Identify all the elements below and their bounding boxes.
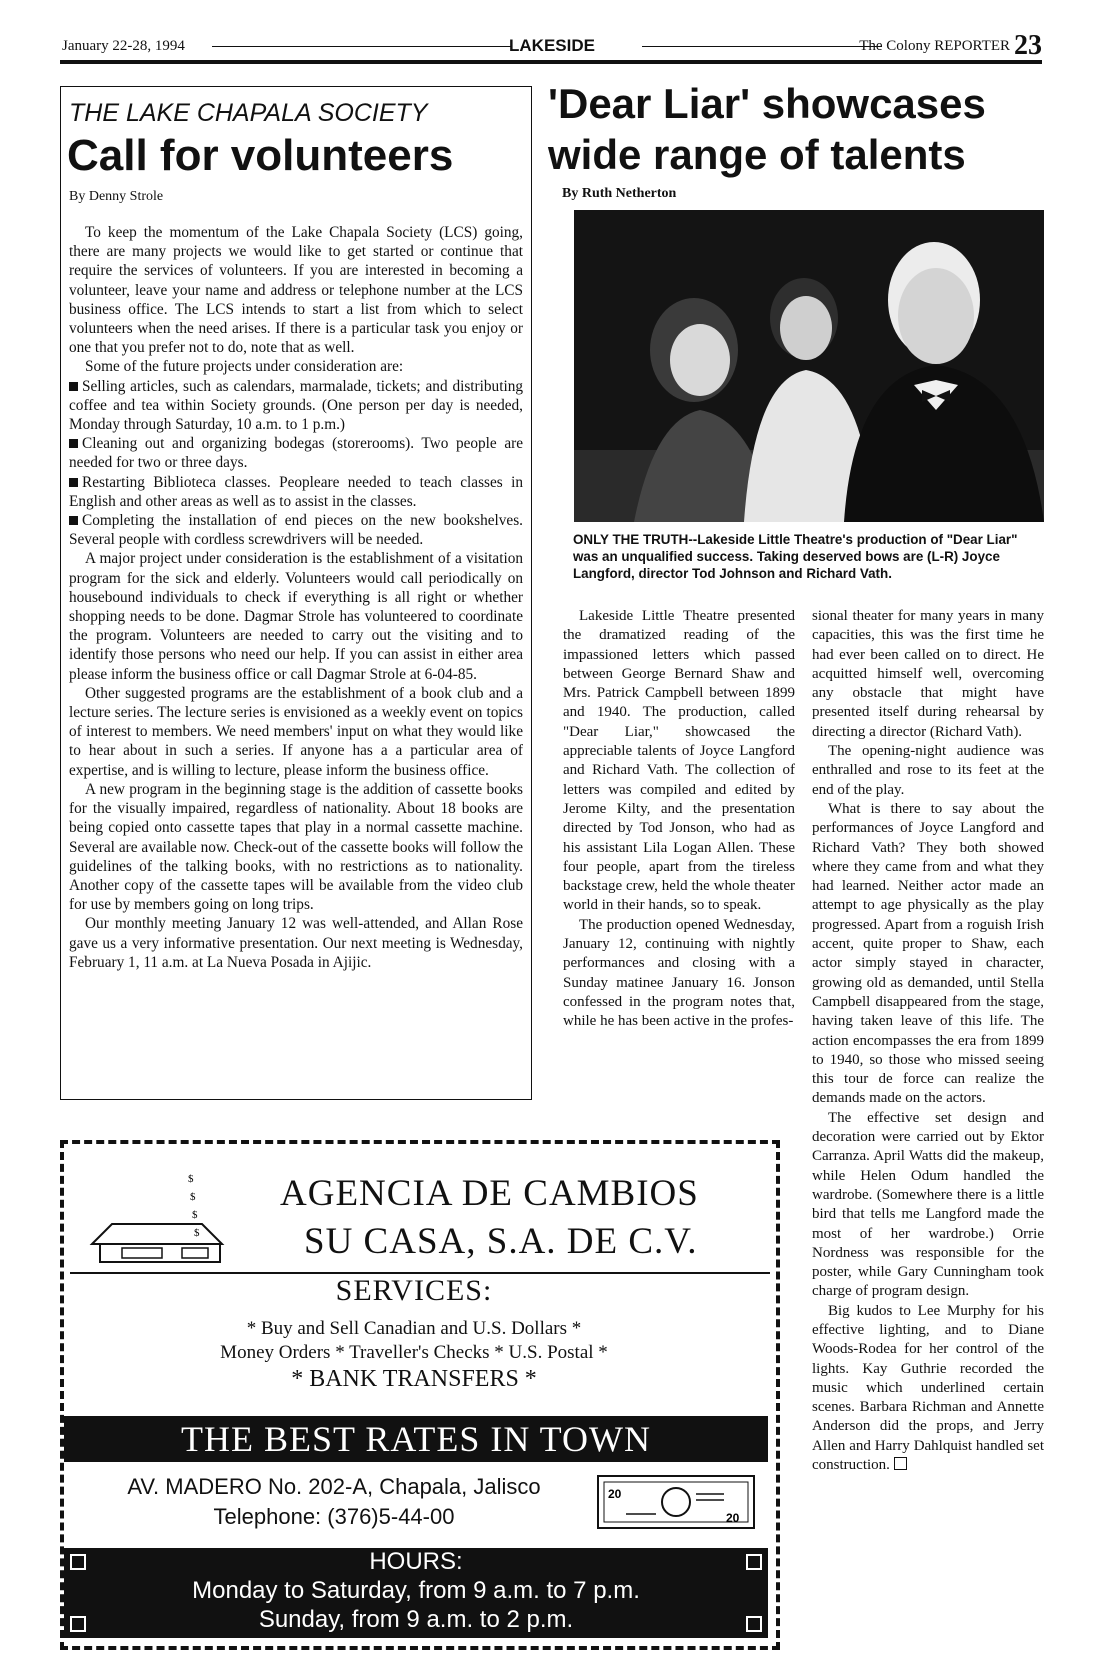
paragraph: To keep the momentum of the Lake Chapala Society (LCS) going, there are many projects we would like to get started or continue that require the services of volunteers. If you are interested in becoming a volunteer, leave your name and address or telephone number at the LCS business office. The LCS intends to start a list from which to select volunteers when the need arises. If there is a particular task you enjoy or one that you prefer not to do, note that as well. <box>69 224 523 357</box>
bullet-item: Completing the installation of end pieces on the new bookshelves. Several people with cordless screwdrivers will be needed. <box>69 512 523 549</box>
bullet-item: Selling articles, such as calendars, marmalade, tickets; and distributing coffee and tea within Society grounds. (One person per day is needed, Monday through Saturday, 10 a.m. to 1 p.m.) <box>69 377 523 434</box>
paragraph: Big kudos to Lee Murphy for his effective lighting, and to Diane Woods-Rodea for her control of the lights. Kay Guthrie recorded the music which underlined certain scenes. Barbara Richman and Annette Anderson did the props, and Jerry Allen and Harry Dahlquist handled set construction. <box>812 1302 1044 1474</box>
article-byline: By Denny Strole <box>69 189 164 204</box>
paragraph: Lakeside Little Theatre presented the dramatized reading of the impassioned letters which passed between George Bernard Shaw and Mrs. Patrick Campbell between 1899 and 1940. The production, called "Dear Liar," showcased the appreciable talents of Joyce Langford and Richard Vath. The collection of letters was compiled and edited by Jerome Kilty, and the presentation directed by Tod Jonson, who had as his assistant Lila Logan Allen. These four people, apart from the tireless backstage crew, held the whole theater world in their hands, so to speak. <box>563 608 795 914</box>
paragraph: A new program in the beginning stage is the addition of cassette books for the visually impaired, regardless of nationality. About 18 books are being copied onto cassette tapes that play in a normal cassette machine. Several are available now. Check-out of the cassette books will follow the guidelines of the talking books, with no restrictions as to nationality. Another copy of the cassette tapes will be available from the video club for use by members going on long trips. <box>69 780 523 914</box>
paragraph: sional theater for many years in many capacities, this was the first time he had ever been called on to direct. He acquitted himself well, overcoming any obstacle that might have presented itself during rehearsal by directing a director (Richard Vath). <box>812 608 1044 740</box>
ad-title-line1: AGENCIA DE CAMBIOS <box>280 1173 699 1214</box>
paragraph: The opening-night audience was enthralled and rose to its feet at the end of the play. <box>812 743 1044 798</box>
ad-address: AV. MADERO No. 202-A, Chapala, Jalisco <box>127 1474 541 1499</box>
photo-caption: ONLY THE TRUTH--Lakeside Little Theatre's production of "Dear Liar" was an unqualified success. Taking deserved bows are (L-R) Joyce Langford, director Tod Johnson and Richard Vath. <box>573 532 1018 581</box>
service-line: * Buy and Sell Canadian and U.S. Dollars * <box>246 1318 582 1339</box>
page-header <box>62 30 1042 61</box>
cast-photo <box>574 210 1044 522</box>
svg-text:20: 20 <box>726 1511 740 1525</box>
ad-phone: Telephone: (376)5-44-00 <box>213 1504 455 1529</box>
cast-photo-image <box>574 210 1044 522</box>
bullet-square-icon <box>69 439 78 448</box>
service-line: * BANK TRANSFERS * <box>291 1366 537 1392</box>
svg-text:20: 20 <box>608 1487 622 1501</box>
corner-box-icon <box>70 1616 86 1632</box>
header-rule <box>60 60 1042 64</box>
services-title: SERVICES: <box>335 1274 493 1307</box>
paragraph: A major project under consideration is the establishment of a visitation program for the sick and elderly. Volunteers would call periodically on housebound individuals to check if everything is all right or whether shopping needs to be done. Dagmar Strole has volunteered to coordinate the program. Volunteers are needed to carry out the visiting and to identify those persons who need our help. If you can assist in either area please inform the business office or call Dagmar Strole at 6-04-85. <box>69 550 523 683</box>
svg-text:$: $ <box>190 1191 196 1203</box>
section-name: LAKESIDE <box>509 36 595 55</box>
paragraph: The effective set design and decoration were carried out by Ektor Carranza. April Watts did the makeup, while Helen Odum handled the wardrobe. (Somewhere there is a little bird that tells me Langford made the most of her wardrobe.) Orrie Nordness was responsible for the poster, while Gary Cunningham took charge of program design. <box>812 1109 1044 1300</box>
banknote-icon <box>596 1474 756 1530</box>
bullet-item: Restarting Biblioteca classes. Peopleare needed to teach classes in English and other areas as well as to assist in the classes. <box>69 473 523 510</box>
best-rates-banner: THE BEST RATES IN TOWN <box>64 1416 768 1462</box>
hours-panel <box>64 1548 768 1638</box>
corner-box-icon <box>70 1554 86 1570</box>
end-mark-icon <box>894 1457 907 1470</box>
paragraph: Other suggested programs are the establishment of a book club and a lecture series. The lecture series is envisioned as a weekly event on topics of interest to members. We need members' input on what they would like to hear about in such a series. If anyone has a a particular area of expertise, and is willing to lecture, please inform the business office. <box>69 684 523 779</box>
corner-box-icon <box>746 1554 762 1570</box>
article-kicker: THE LAKE CHAPALA SOCIETY <box>69 99 428 127</box>
paragraph: The production opened Wednesday, January 12, continuing with nightly performances and closing with a Sunday matinee January 16. Jonson confessed in the program notes that, while he has been active in the profes- <box>563 916 795 1030</box>
svg-text:$: $ <box>188 1173 194 1185</box>
bullet-square-icon <box>69 516 78 525</box>
paragraph: Some of the future projects under consideration are: <box>85 358 404 376</box>
bullet-square-icon <box>69 478 78 487</box>
page-number: 23 <box>1014 30 1042 61</box>
lcs-article <box>60 86 532 1100</box>
exchange-ad <box>60 1140 780 1650</box>
hours-line: Sunday, from 9 a.m. to 2 p.m. <box>258 1606 574 1633</box>
issue-date: January 22-28, 1994 <box>62 38 185 54</box>
svg-text:$: $ <box>192 1209 198 1221</box>
paper-name: The Colony REPORTER 23 <box>859 30 1042 61</box>
article-headline: Call for volunteers <box>67 131 454 180</box>
dear-liar-byline: By Ruth Netherton <box>562 186 677 201</box>
dear-liar-headline: 'Dear Liar' showcases wide range of talents <box>548 80 986 178</box>
dear-liar-col2 <box>812 607 1044 1475</box>
service-line: Money Orders * Traveller's Checks * U.S. Postal * <box>220 1342 608 1363</box>
bullet-item: Cleaning out and organizing bodegas (storerooms). Two people are needed for two or three days. <box>69 435 523 472</box>
hours-line: Monday to Saturday, from 9 a.m. to 7 p.m. <box>192 1577 640 1604</box>
hours-title: HOURS: <box>369 1548 463 1575</box>
dear-liar-col1 <box>563 607 795 1032</box>
article-body <box>69 223 523 972</box>
ad-title-line2: SU CASA, S.A. DE C.V. <box>304 1221 698 1262</box>
paragraph: Our monthly meeting January 12 was well-attended, and Allan Rose gave us a very informative presentation. Our next meeting is Wednesday, February 1, 11 a.m. at La Nueva Posada in Ajijic. <box>69 915 523 971</box>
house-logo-icon <box>82 1164 252 1264</box>
bullet-square-icon <box>69 382 78 391</box>
svg-text:$: $ <box>194 1227 200 1239</box>
paragraph: What is there to say about the performances of Joyce Langford and Richard Vath? They both showed where they came from and what they had learned. Neither actor made an attempt to age physically as the play progressed. Apart from a roguish Irish accent, quite proper to Shaw, each actor simply stayed in character, growing old as demanded, until Stella Campbell disappeared from the stage, having taken leave of this life. The action encompasses the era from 1899 to 1940, so those who missed seeing this tour de force can realize the demands made on the actors. <box>812 800 1044 1107</box>
header-rule-right <box>642 46 882 47</box>
corner-box-icon <box>746 1616 762 1632</box>
